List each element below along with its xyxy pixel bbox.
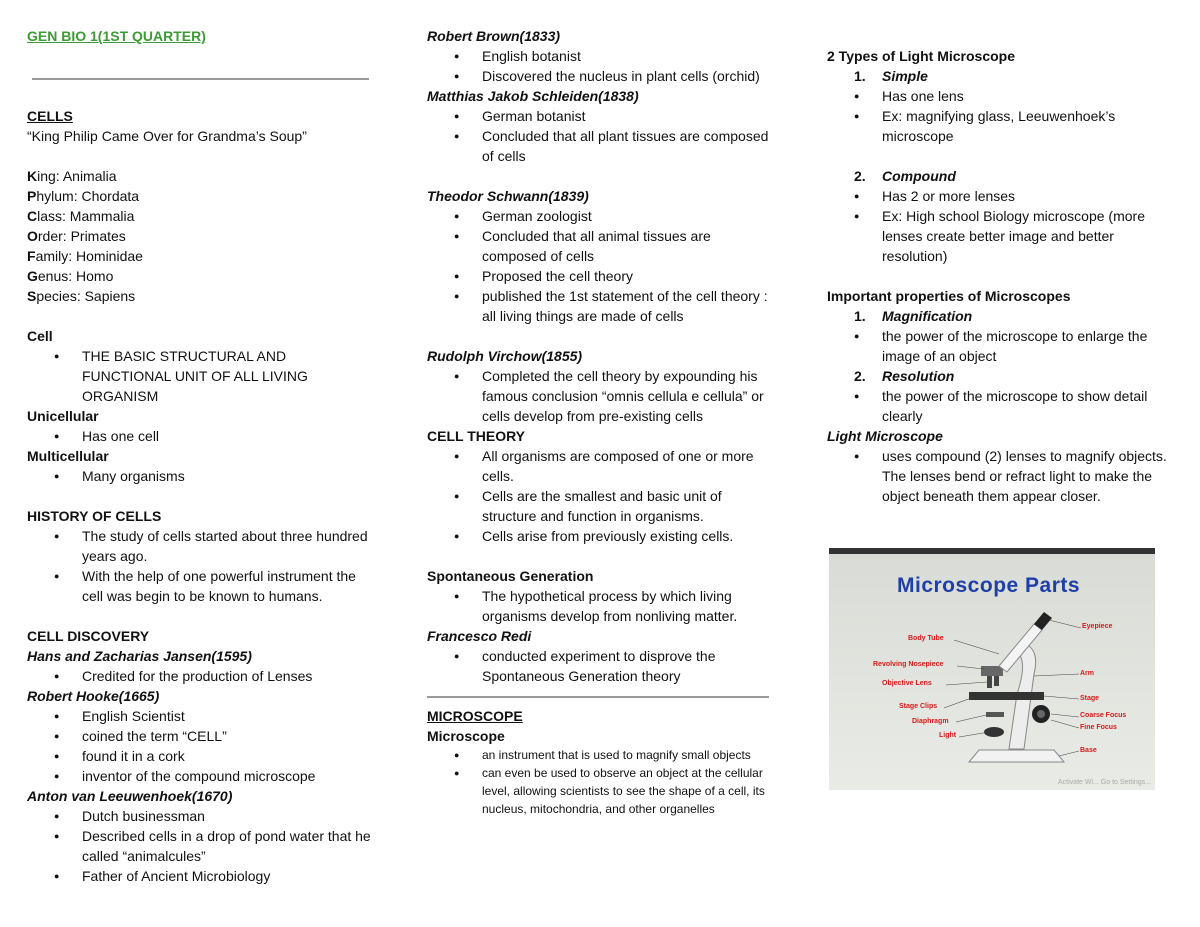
list-item: ● uses compound (2) lenses to magnify objects. The lenses bend or refract light to make the object beneath them appear closer.	[827, 446, 1177, 506]
list-item: ● Credited for the production of Lenses	[27, 666, 372, 686]
redi-heading: Francesco Redi	[427, 628, 532, 644]
list-item: ● The study of cells started about three hundred years ago.	[27, 526, 372, 566]
list-item: ● Ex: magnifying glass, Leeuwenhoek’s microscope	[827, 106, 1177, 146]
cells-heading: CELLS	[27, 108, 73, 124]
list-item: ● Many organisms	[27, 466, 372, 486]
list-item: ● Discovered the nucleus in plant cells (orchid)	[427, 66, 772, 86]
types-heading: 2 Types of Light Microscope	[827, 48, 1015, 64]
taxonomy-item: Class: Mammalia	[27, 208, 135, 224]
list-item: ● Concluded that all animal tissues are composed of cells	[427, 226, 772, 266]
list-item: ● can even be used to observe an object at the cellular level, allowing scientists to see the shape of a cell, its nucleus, mitochondria, and other organelles	[427, 764, 772, 818]
resolution-heading	[827, 366, 1177, 386]
label-stage-clips: Stage Clips	[899, 703, 938, 710]
light-microscope-heading: Light Microscope	[827, 428, 943, 444]
label-diaphragm: Diaphragm	[912, 718, 949, 725]
mnemonic: “King Philip Came Over for Grandma’s Soup”	[27, 128, 307, 144]
compound-list	[827, 186, 1177, 266]
list-item: ● Concluded that all plant tissues are composed of cells	[427, 126, 772, 166]
cell-theory-heading: CELL THEORY	[427, 428, 526, 444]
label-eyepiece: Eyepiece	[1082, 623, 1113, 630]
resolution-list	[827, 386, 1177, 426]
list-item: ● Proposed the cell theory	[427, 266, 772, 286]
simple-list	[827, 86, 1177, 146]
list-item: ● found it in a cork	[27, 746, 372, 766]
list-item: ● THE BASIC STRUCTURAL AND FUNCTIONAL UNIT OF ALL LIVING ORGANISM	[27, 346, 372, 406]
simple-heading	[827, 66, 1177, 86]
list-item: ● an instrument that is used to magnify small objects	[427, 746, 772, 764]
spontaneous-generation-list	[427, 586, 772, 626]
microscope-parts-image	[829, 548, 1155, 790]
list-item: ● the power of the microscope to enlarge the image of an object	[827, 326, 1177, 366]
hooke-heading: Robert Hooke(1665)	[27, 688, 160, 704]
label-body-tube: Body Tube	[908, 635, 944, 642]
label-arm: Arm	[1080, 670, 1095, 677]
list-item: ● Has one cell	[27, 426, 372, 446]
list-item: ● Described cells in a drop of pond water that he called “animalcules”	[27, 826, 372, 866]
list-item: ● English botanist	[427, 46, 772, 66]
label-objective-lens: Objective Lens	[882, 680, 932, 687]
properties-heading: Important properties of Microscopes	[827, 288, 1071, 304]
label-light: Light	[939, 732, 957, 739]
watermark: Activate Wi... Go to Settings...	[1058, 779, 1151, 786]
virchow-list	[427, 366, 772, 426]
schleiden-list	[427, 106, 772, 166]
list-item: ● The hypothetical process by which living organisms develop from nonliving matter.	[427, 586, 772, 626]
spontaneous-generation-heading: Spontaneous Generation	[427, 568, 594, 584]
numbered-item: 1. Simple	[854, 68, 928, 84]
list-item: ● Father of Ancient Microbiology	[27, 866, 372, 886]
list-item: ● Cells are the smallest and basic unit of structure and function in organisms.	[427, 486, 772, 526]
label-stage: Stage	[1080, 695, 1100, 702]
magnification-heading	[827, 306, 1177, 326]
list-item: ● English Scientist	[27, 706, 372, 726]
taxonomy-item: Phylum: Chordata	[27, 188, 140, 204]
jansen-heading: Hans and Zacharias Jansen(1595)	[27, 648, 252, 664]
list-item: ● German zoologist	[427, 206, 772, 226]
list-item: ● All organisms are composed of one or more cells.	[427, 446, 772, 486]
numbered-item: 1. Magnification	[854, 308, 973, 324]
numbered-item: 2. Compound	[854, 168, 956, 184]
taxonomy-item: Genus: Homo	[27, 268, 114, 284]
compound-heading	[827, 166, 1177, 186]
cell-heading: Cell	[27, 328, 53, 344]
image-title: Microscope Parts	[897, 574, 1081, 597]
redi-list	[427, 646, 772, 686]
list-item: ● German botanist	[427, 106, 772, 126]
list-item: ● Cells arise from previously existing cells.	[427, 526, 772, 546]
unicellular-list	[27, 426, 372, 446]
leeuwenhoek-heading: Anton van Leeuwenhoek(1670)	[27, 788, 233, 804]
list-item: ● Has 2 or more lenses	[827, 186, 1177, 206]
label-fine-focus: Fine Focus	[1080, 724, 1117, 731]
virchow-heading: Rudolph Virchow(1855)	[427, 348, 583, 364]
list-item: ● Completed the cell theory by expounding his famous conclusion “omnis cellula e cellula” or cells develop from pre-existing cells	[427, 366, 772, 426]
list-item: ● published the 1st statement of the cell theory : all living things are made of cells	[427, 286, 772, 326]
discovery-heading: CELL DISCOVERY	[27, 628, 150, 644]
hooke-list	[27, 706, 372, 786]
cell-list	[27, 346, 372, 406]
schleiden-heading: Matthias Jakob Schleiden(1838)	[427, 88, 639, 104]
column-2	[427, 26, 772, 818]
microscope-list	[427, 746, 772, 818]
brown-heading: Robert Brown(1833)	[427, 28, 561, 44]
list-item: ● With the help of one powerful instrument the cell was begin to be known to humans.	[27, 566, 372, 606]
label-coarse-focus: Coarse Focus	[1080, 712, 1127, 719]
microscope-icon	[829, 554, 1155, 790]
brown-list	[427, 46, 772, 86]
list-item: ● Has one lens	[827, 86, 1177, 106]
label-revolving-nosepiece: Revolving Nosepiece	[873, 661, 944, 668]
list-item: ● Ex: High school Biology microscope (more lenses create better image and better resolution)	[827, 206, 1177, 266]
taxonomy-item: Species: Sapiens	[27, 288, 136, 304]
magnification-list	[827, 326, 1177, 366]
unicellular-heading: Unicellular	[27, 408, 99, 424]
list-item: ● the power of the microscope to show detail clearly	[827, 386, 1177, 426]
label-base: Base	[1080, 747, 1097, 754]
microscope-heading: MICROSCOPE	[427, 708, 523, 724]
schwann-heading: Theodor Schwann(1839)	[427, 188, 589, 204]
multicellular-list	[27, 466, 372, 486]
numbered-item: 2. Resolution	[854, 368, 955, 384]
taxonomy-item: King: Animalia	[27, 168, 117, 184]
leeuwenhoek-list	[27, 806, 372, 886]
cell-theory-list	[427, 446, 772, 546]
schwann-list	[427, 206, 772, 326]
multicellular-heading: Multicellular	[27, 448, 109, 464]
list-item: ● Dutch businessman	[27, 806, 372, 826]
column-3	[827, 46, 1177, 506]
list-item: ● conducted experiment to disprove the Spontaneous Generation theory	[427, 646, 772, 686]
list-item: ● inventor of the compound microscope	[27, 766, 372, 786]
taxonomy-item: Family: Hominidae	[27, 248, 143, 264]
jansen-list	[27, 666, 372, 686]
history-list	[27, 526, 372, 606]
microscope-subheading: Microscope	[427, 728, 505, 744]
history-heading: HISTORY OF CELLS	[27, 508, 162, 524]
light-microscope-list	[827, 446, 1177, 506]
taxonomy-list	[27, 166, 372, 306]
document-title[interactable]: GEN BIO 1(1ST QUARTER)	[27, 28, 206, 44]
taxonomy-item: Order: Primates	[27, 228, 126, 244]
column-1	[27, 26, 372, 886]
list-item: ● coined the term “CELL”	[27, 726, 372, 746]
